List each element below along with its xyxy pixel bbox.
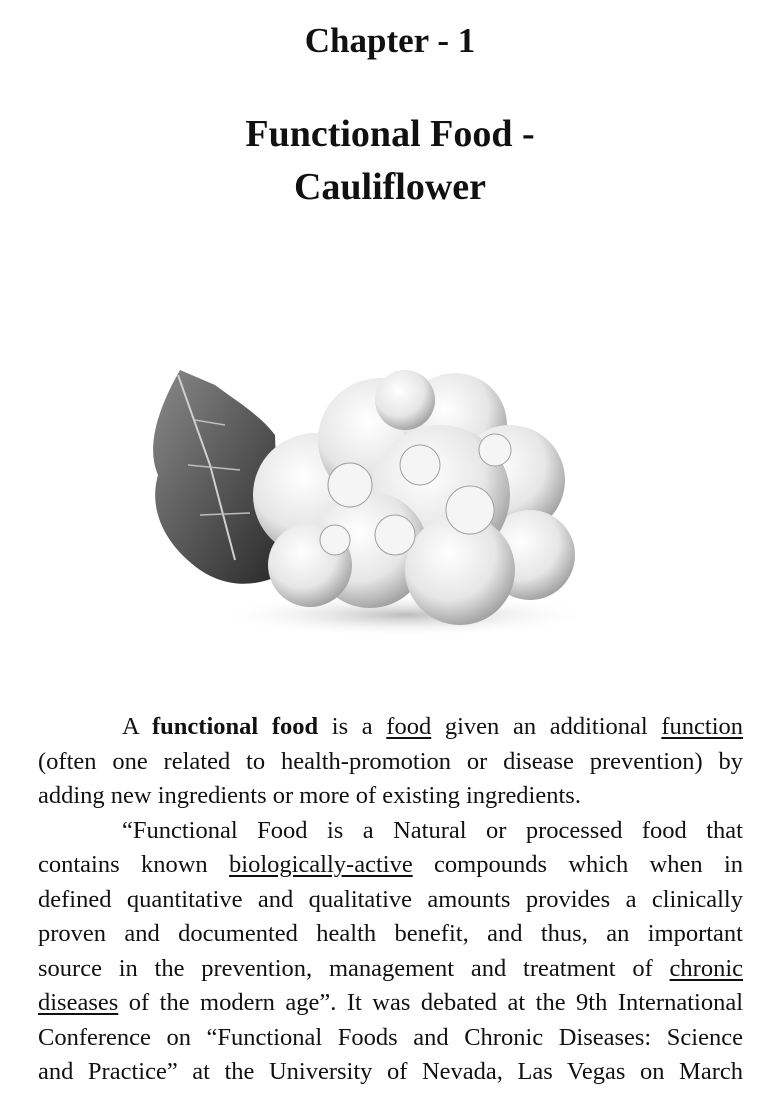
term-functional-food: functional food bbox=[152, 713, 319, 740]
link-chronic[interactable]: chronic bbox=[669, 954, 743, 982]
link-diseases[interactable]: diseases bbox=[38, 989, 119, 1016]
link-biologically-active[interactable]: biologically-active bbox=[229, 851, 413, 878]
para2-line-4: proven and documented health benefit, and thus, an important bbox=[38, 920, 743, 947]
para1-line-3: adding new ingredients or more of existing ingredients. bbox=[38, 782, 581, 809]
chapter-title bbox=[0, 108, 780, 214]
para2-line-8: and Practice” at the University of Nevada, Las Vegas on March bbox=[38, 1058, 743, 1085]
link-food[interactable]: food bbox=[386, 713, 432, 740]
para2-line-1: “Functional Food is a Natural or processed food that bbox=[122, 816, 743, 844]
cauliflower-head bbox=[253, 370, 575, 625]
cauliflower-image bbox=[140, 345, 590, 645]
body-text bbox=[38, 710, 743, 1090]
link-function[interactable]: function bbox=[661, 713, 744, 740]
chapter-heading: Chapter - 1 bbox=[304, 21, 476, 60]
para1-line-2: (often one related to health-promotion or disease prevention) by bbox=[38, 747, 743, 775]
para2-line-5: source in the prevention, management and treatment of chronic bbox=[38, 954, 743, 982]
para2-line-6: diseases of the modern age”. It was debated at the 9th International bbox=[38, 989, 743, 1016]
para1-line-1: A functional food is a food given an additional function bbox=[122, 713, 744, 740]
para2-line-2: contains known biologically-active compounds which when in bbox=[38, 851, 744, 878]
para2-line-7: Conference on “Functional Foods and Chronic Diseases: Science bbox=[38, 1023, 743, 1051]
chapter-title-line-2: Cauliflower bbox=[293, 166, 487, 208]
para2-line-3: defined quantitative and qualitative amounts provides a clinically bbox=[38, 885, 743, 913]
chapter-title-line-1: Functional Food - bbox=[245, 113, 535, 155]
